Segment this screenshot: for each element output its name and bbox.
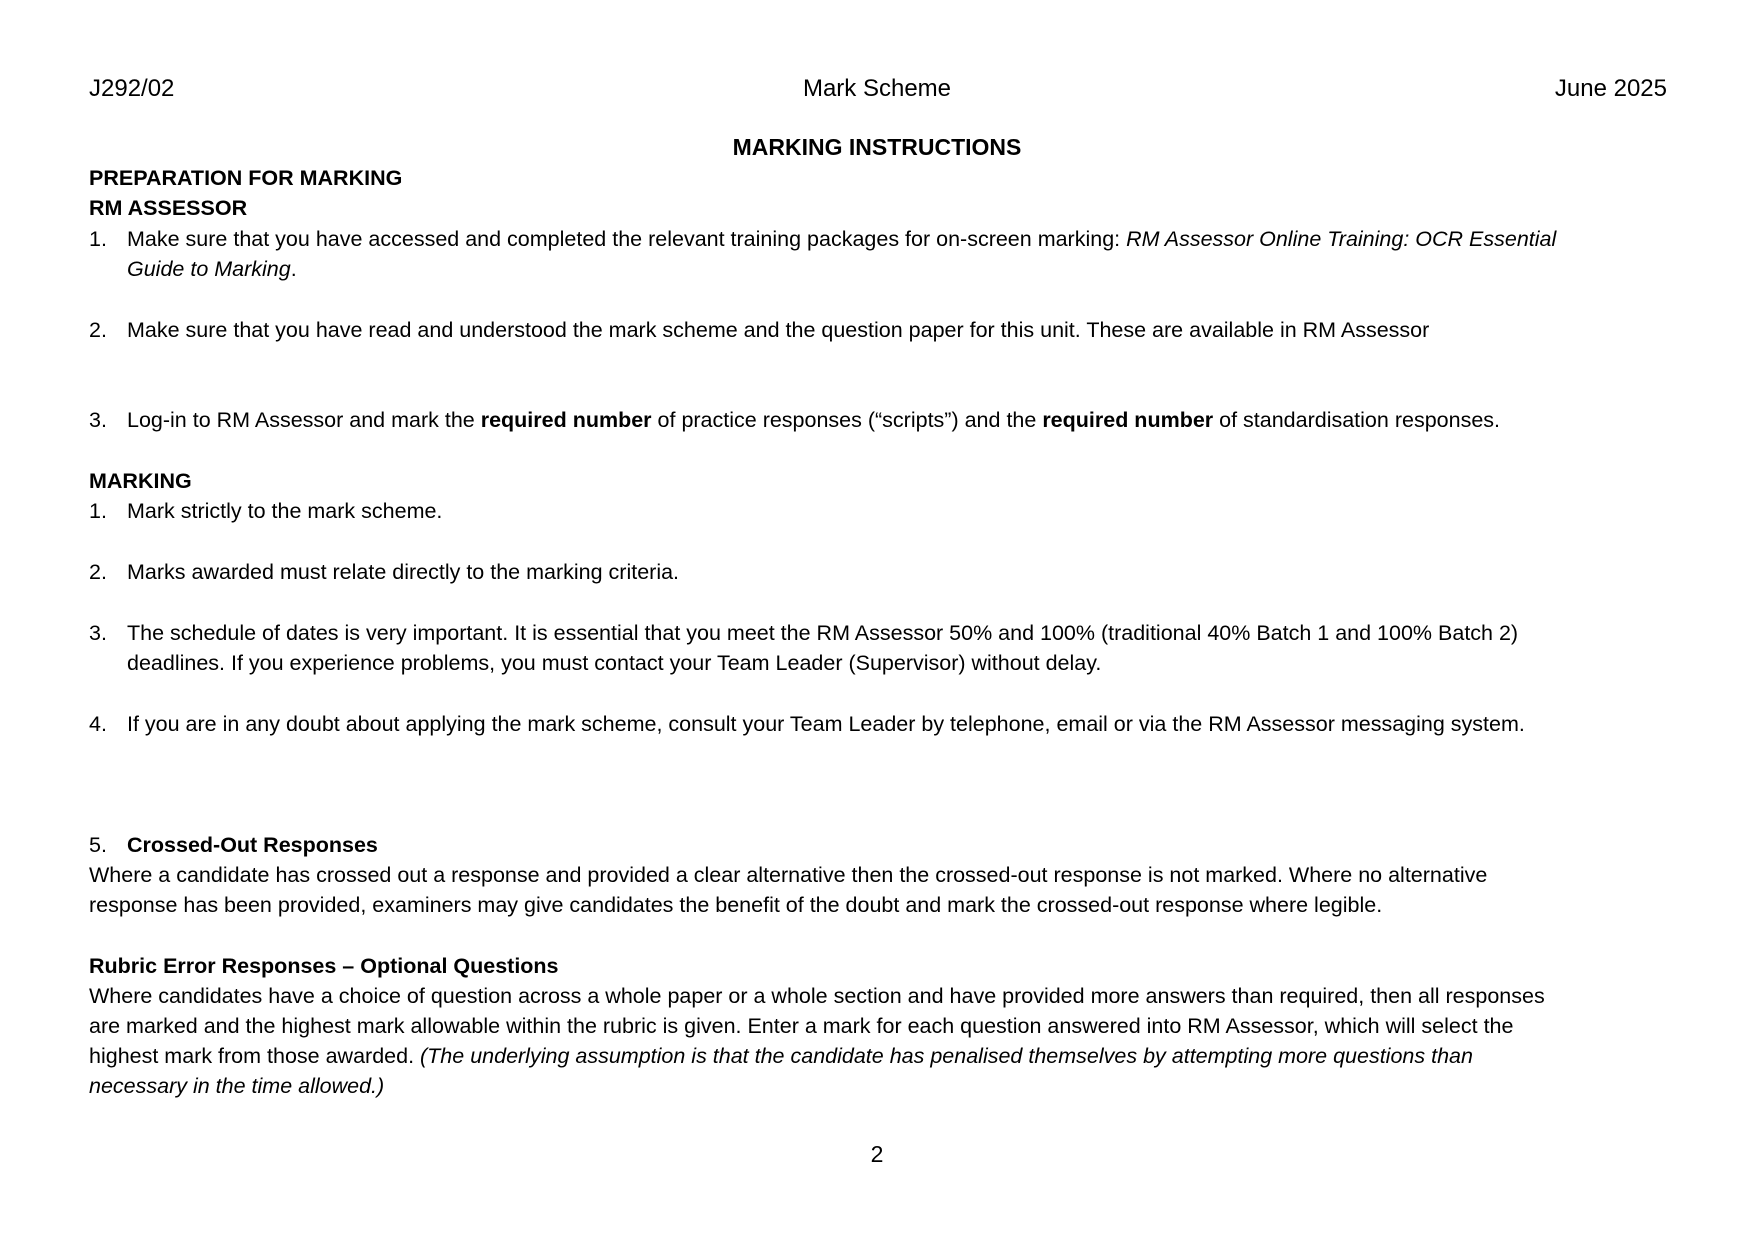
emphasis-text: required number bbox=[480, 408, 652, 432]
paragraph-line: Where candidates have a choice of question across a whole paper or a whole section and have provided more answers than required, then all responses bbox=[89, 984, 1545, 1008]
page-number: 2 bbox=[870, 1141, 884, 1167]
list-text: Make sure that you have read and understood the mark scheme and the question paper for this unit. These are available in RM Assessor bbox=[127, 318, 1430, 342]
emphasis-text: required number bbox=[1042, 408, 1214, 432]
list-text-plain: Make sure that you have accessed and completed the relevant training packages for on-screen marking: bbox=[127, 227, 1127, 251]
paragraph-rubric bbox=[89, 981, 1689, 1101]
paragraph-note: necessary in the time allowed.) bbox=[89, 1074, 385, 1098]
document-date: June 2025 bbox=[1554, 75, 1667, 102]
paragraph-line: are marked and the highest mark allowable within the rubric is given. Enter a mark for each question answered into RM Assessor, which will select the bbox=[89, 1014, 1514, 1038]
subsection-heading-crossed-out: Crossed-Out Responses bbox=[127, 833, 378, 857]
list-text-plain: Log-in to RM Assessor and mark the bbox=[127, 408, 481, 432]
list-text bbox=[127, 618, 1687, 678]
document-code: J292/02 bbox=[89, 75, 175, 102]
list-text-plain: of practice responses (“scripts”) and the bbox=[651, 408, 1043, 432]
list-text: Marks awarded must relate directly to the marking criteria. bbox=[127, 560, 680, 584]
list-text-line: The schedule of dates is very important. It is essential that you meet the RM Assessor 50% and 100% (traditional 40% Batch 1 and 100% Batch 2) bbox=[127, 621, 1519, 645]
paragraph-note: (The underlying assumption is that the candidate has penalised themselves by attempting more questions than bbox=[420, 1044, 1473, 1068]
paragraph-line: highest mark from those awarded. bbox=[89, 1044, 421, 1068]
section-heading-marking: MARKING bbox=[89, 469, 192, 493]
list-number: 2. bbox=[89, 318, 107, 342]
list-number: 1. bbox=[89, 499, 107, 523]
list-number: 3. bbox=[89, 408, 107, 432]
training-name-part1: RM Assessor Online Training: OCR Essential bbox=[1126, 227, 1557, 251]
list-text bbox=[127, 224, 1687, 284]
section-heading-preparation: PREPARATION FOR MARKING bbox=[89, 166, 403, 190]
section-heading-rm-assessor: RM ASSESSOR bbox=[89, 196, 248, 220]
paragraph-crossed-out bbox=[89, 860, 1689, 920]
list-number: 1. bbox=[89, 227, 107, 251]
list-number: 2. bbox=[89, 560, 107, 584]
document-type: Mark Scheme bbox=[802, 75, 952, 102]
list-text-end: . bbox=[290, 257, 297, 281]
list-number: 4. bbox=[89, 712, 107, 736]
list-text: If you are in any doubt about applying the mark scheme, consult your Team Leader by telephone, email or via the RM Assessor messaging system. bbox=[127, 712, 1525, 736]
list-number: 5. bbox=[89, 833, 107, 857]
list-text bbox=[127, 405, 1687, 435]
training-name-part2: Guide to Marking bbox=[127, 257, 291, 281]
list-text-line: deadlines. If you experience problems, you must contact your Team Leader (Supervisor) without delay. bbox=[127, 651, 1102, 675]
paragraph-line: response has been provided, examiners may give candidates the benefit of the doubt and mark the crossed-out response where legible. bbox=[89, 893, 1383, 917]
list-number: 3. bbox=[89, 621, 107, 645]
subsection-heading-rubric: Rubric Error Responses – Optional Questions bbox=[89, 954, 559, 978]
list-text: Mark strictly to the mark scheme. bbox=[127, 499, 443, 523]
list-text-plain: of standardisation responses. bbox=[1213, 408, 1500, 432]
paragraph-line: Where a candidate has crossed out a response and provided a clear alternative then the crossed-out response is not marked. Where no alternative bbox=[89, 863, 1488, 887]
page-title: MARKING INSTRUCTIONS bbox=[732, 134, 1022, 160]
